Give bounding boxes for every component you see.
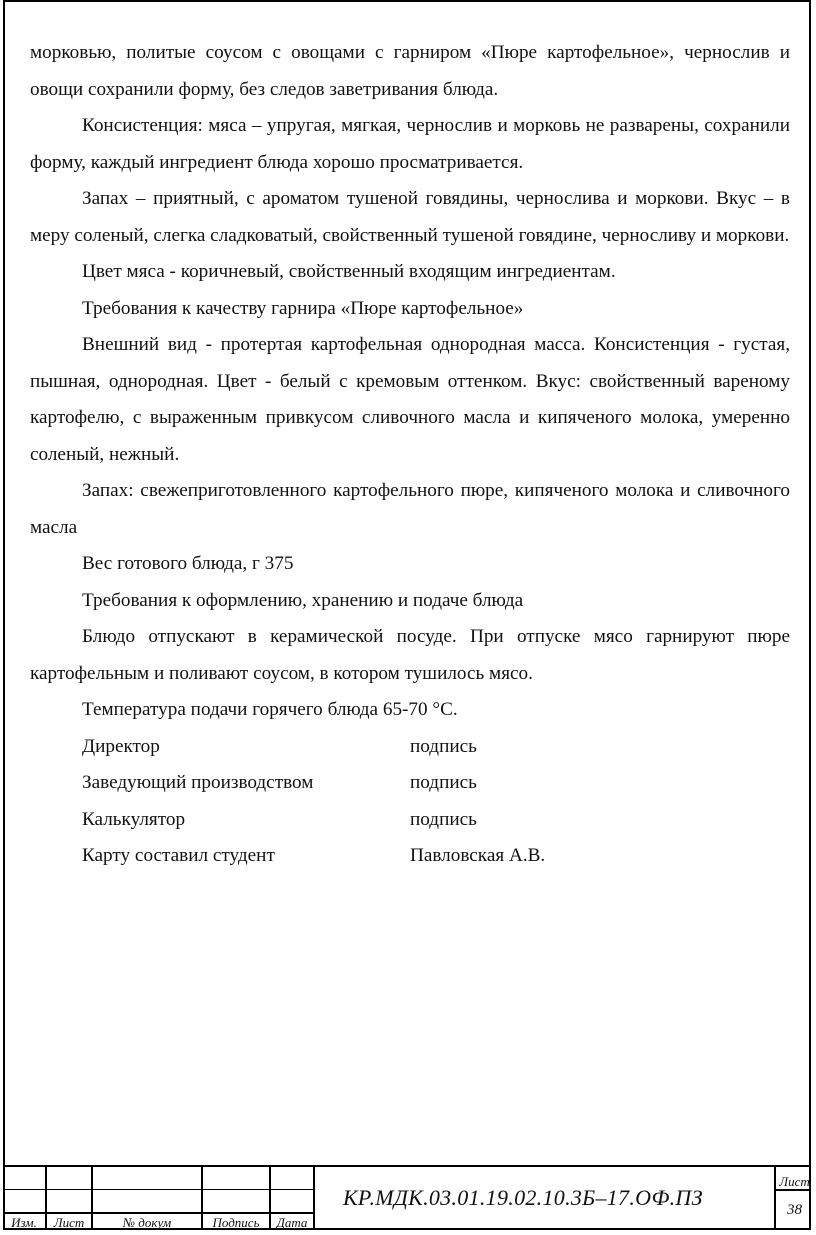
paragraph-appearance-continued: морковью, политые соусом с овощами с гарниром «Пюре картофельное», чернослив и овощи сохранили форму, без следов заветривания блюда. xyxy=(30,42,790,100)
signature-value: подпись xyxy=(410,735,477,757)
stamp-row-line xyxy=(3,1212,313,1214)
sheet-number: 38 xyxy=(787,1202,802,1218)
label-izm: Изм. xyxy=(11,1215,37,1230)
signature-role: Калькулятор xyxy=(82,808,186,830)
sheet-label: Лист xyxy=(779,1174,810,1189)
signature-value: Павловская А.В. xyxy=(410,845,546,866)
paragraph-smell-taste: Запах – приятный, с ароматом тушеной говядины, чернослива и моркови. Вкус – в меру соленый, слегка сладковатый, свойственный тушеной говядине, черносливу и моркови. xyxy=(30,188,790,246)
stamp-row-line xyxy=(3,1189,313,1190)
label-doc-number: № докум xyxy=(122,1215,172,1230)
signature-role: Карту составил студент xyxy=(82,845,275,866)
paragraph-garnish-smell: Запах: свежеприготовленного картофельного пюре, кипяченого молока и сливочного масла xyxy=(30,480,790,538)
title-block xyxy=(3,1165,811,1230)
label-signature: Подпись xyxy=(212,1215,260,1230)
paragraph-meat-color: Цвет мяса - коричневый, свойственный входящим ингредиентам. xyxy=(82,261,616,282)
paragraph-garnish-appearance: Внешний вид - протертая картофельная однородная масса. Консистенция - густая, пышная, однородная. Цвет - белый с кремовым оттенком. Вкус: свойственный вареному картофелю, с выраженным привкусом сливочного масла и кипяченого молока, умеренно соленый, нежный. xyxy=(30,334,790,465)
signature-role: Заведующий производством xyxy=(82,772,314,793)
label-date: Дата xyxy=(276,1215,308,1230)
label-list: Лист xyxy=(53,1215,85,1230)
document-body xyxy=(30,35,790,875)
signature-row xyxy=(30,765,790,802)
stamp-divider xyxy=(774,1167,776,1230)
paragraph-serving: Блюдо отпускают в керамической посуде. При отпуске мясо гарнируют пюре картофельным и поливают соусом, в котором тушилось мясо. xyxy=(30,626,790,684)
signature-value: подпись xyxy=(410,808,477,830)
signature-row xyxy=(30,802,790,839)
heading-garnish-quality: Требования к качеству гарнира «Пюре картофельное» xyxy=(82,297,524,319)
paragraph-dish-weight: Вес готового блюда, г 375 xyxy=(82,553,294,574)
signature-role: Директор xyxy=(82,735,160,757)
paragraph-serving-temperature: Температура подачи горячего блюда 65-70 °С. xyxy=(82,699,458,720)
heading-serving-requirements: Требования к оформлению, хранению и подаче блюда xyxy=(82,589,524,611)
signature-value: подпись xyxy=(410,772,477,793)
signature-row xyxy=(30,729,790,766)
signature-row xyxy=(30,838,790,875)
paragraph-consistency: Консистенция: мяса – упругая, мягкая, чернослив и морковь не разварены, сохранили форму, каждый ингредиент блюда хорошо просматривается. xyxy=(30,115,790,173)
stamp-divider xyxy=(313,1167,315,1230)
document-code: КР.МДК.03.01.19.02.10.3Б–17.ОФ.ПЗ xyxy=(343,1185,703,1210)
